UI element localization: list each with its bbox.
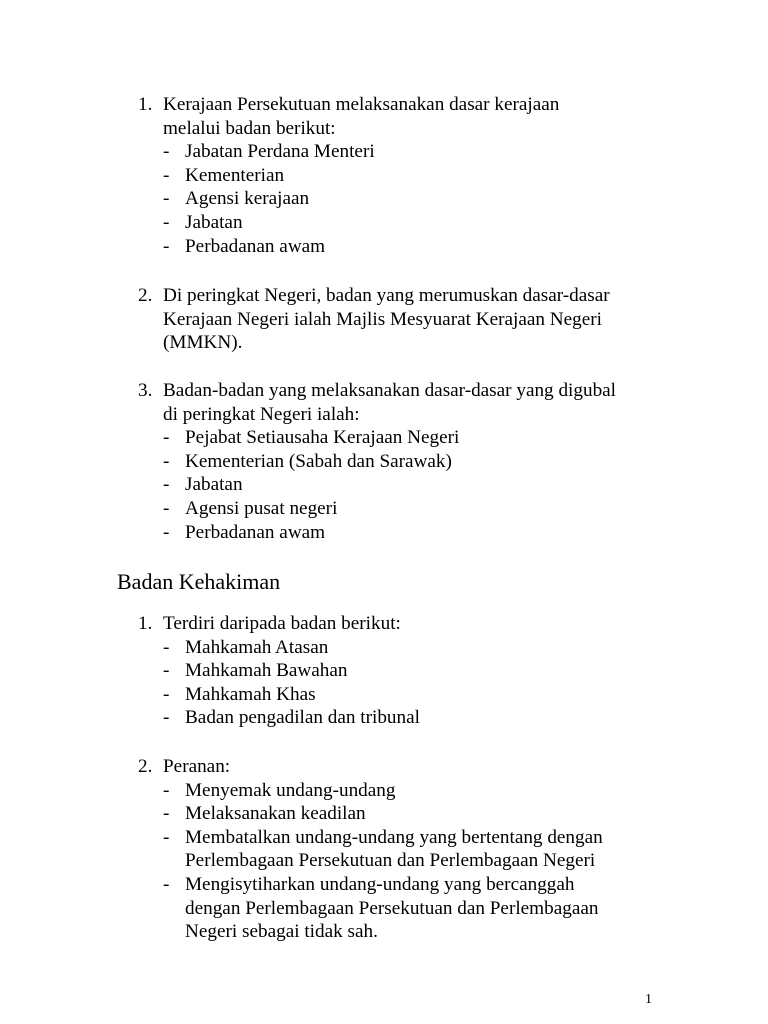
bullet-text: Jabatan [185,211,243,233]
dash-marker: - [163,660,170,682]
item-number: 1. [138,94,153,115]
bullet-text: Jabatan [185,474,243,496]
eksekutif-item-2 [0,284,768,355]
bullet-text: Mahkamah Bawahan [185,660,348,682]
bullet-item [0,683,655,707]
dash-marker: - [163,683,170,705]
bullet-text: Badan pengadilan dan tribunal [185,707,420,729]
bullet-text: Mahkamah Khas [185,683,316,705]
kehakiman-item-1 [0,612,768,730]
paragraph-line: melalui badan berikut: [163,117,336,139]
bullet-item [0,140,655,164]
dash-marker: - [163,779,170,801]
numbered-paragraph [0,755,663,779]
paragraph-line: Badan-badan yang melaksanakan dasar-dasar yang digubal [163,380,617,401]
kehakiman-item-2 [0,755,768,944]
eksekutif-item-1 [0,93,768,258]
bullet-item [0,802,655,826]
dash-marker: - [163,636,170,658]
bullet-text-line: Mengisytiharkan undang-undang yang bercanggah [185,873,575,895]
bullet-text: Perbadanan awam [185,235,326,257]
bullet-text: Jabatan Perdana Menteri [185,141,375,163]
dash-marker: - [163,826,170,848]
bullet-item [0,426,655,450]
bullet-item [0,873,655,944]
bullet-text-line: dengan Perlembagaan Persekutuan dan Perlembagaan [185,897,599,919]
bullet-text: Pejabat Setiausaha Kerajaan Negeri [185,427,460,449]
paragraph-line: Kerajaan Persekutuan melaksanakan dasar kerajaan [163,94,560,115]
bullet-text-line: Perlembagaan Persekutuan dan Perlembagaan Negeri [185,850,596,872]
bullet-item [0,187,655,211]
bullet-text: Kementerian [185,164,285,186]
bullet-item [0,211,655,235]
bullet-text: Melaksanakan keadilan [185,803,366,825]
paragraph-line: Kerajaan Negeri ialah Majlis Mesyuarat Kerajaan Negeri [163,308,602,330]
bullet-text: Mahkamah Atasan [185,636,329,658]
paragraph-line: Terdiri daripada badan berikut: [163,613,401,634]
bullet-text: Agensi kerajaan [185,188,310,210]
bullet-item [0,235,655,259]
item-number: 2. [138,285,153,306]
numbered-paragraph [0,612,663,636]
bullet-item [0,450,655,474]
bullet-text: Kementerian (Sabah dan Sarawak) [185,450,452,472]
paragraph-line: Di peringkat Negeri, badan yang merumuskan dasar-dasar [163,285,610,306]
dash-marker: - [163,235,170,257]
bullet-item [0,521,655,545]
item-number: 1. [138,613,153,634]
bullet-text: Agensi pusat negeri [185,497,338,519]
dash-marker: - [163,707,170,729]
bullet-text-line: Negeri sebagai tidak sah. [185,921,378,943]
bullet-item [0,779,655,803]
bullet-item [0,497,655,521]
dash-marker: - [163,164,170,186]
dash-marker: - [163,188,170,210]
bullet-item [0,706,655,730]
item-number: 2. [138,756,153,777]
bullet-item [0,636,655,660]
dash-marker: - [163,803,170,825]
bullet-item [0,826,655,873]
bullet-item [0,659,655,683]
numbered-paragraph [0,379,663,426]
dash-marker: - [163,497,170,519]
eksekutif-item-3 [0,379,768,544]
page-number: 1 [645,992,652,1007]
item-number: 3. [138,380,153,401]
paragraph-line: di peringkat Negeri ialah: [163,403,360,425]
dash-marker: - [163,474,170,496]
dash-marker: - [163,873,170,895]
numbered-paragraph [0,284,663,355]
dash-marker: - [163,141,170,163]
bullet-text: Perbadanan awam [185,521,326,543]
dash-marker: - [163,521,170,543]
bullet-item [0,473,655,497]
bullet-text: Menyemak undang-undang [185,779,396,801]
paragraph-line: Peranan: [163,756,231,777]
dash-marker: - [163,211,170,233]
dash-marker: - [163,427,170,449]
section-heading: Badan Kehakiman [117,569,281,594]
bullet-text-line: Membatalkan undang-undang yang bertentang dengan [185,826,603,848]
paragraph-line: (MMKN). [163,332,243,354]
dash-marker: - [163,450,170,472]
bullet-item [0,164,655,188]
numbered-paragraph [0,93,663,140]
